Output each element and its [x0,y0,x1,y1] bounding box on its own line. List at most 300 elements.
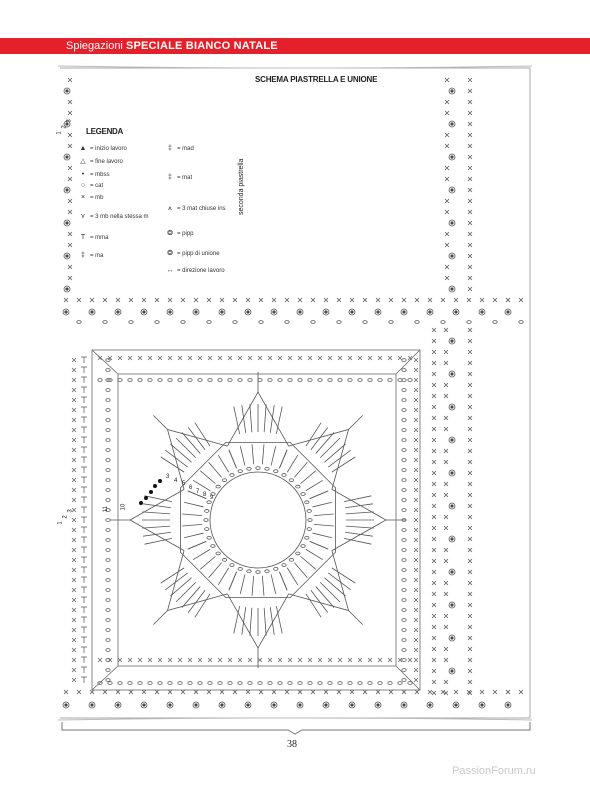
stitch-mark [314,514,334,516]
stitch-mark [72,438,76,442]
stitch-mark [402,609,406,612]
stitch-mark [118,356,122,360]
stitch-mark [338,658,342,662]
stitch-mark [444,548,448,552]
stitch-mark [432,460,436,464]
stitch-mark [77,321,81,324]
stitch-mark [402,529,406,532]
stitch-mark [148,379,152,382]
stitch-mark [432,658,436,662]
stitch-mark [205,510,209,513]
stitch-mark [432,691,436,695]
legend-item: × = mb [76,194,104,201]
stitch-mark [256,571,260,574]
stitch-mark [90,690,94,694]
stitch-mark [296,485,300,488]
stitch-mark [178,658,182,662]
stitch-mark [91,704,93,706]
stitch-mark [358,658,362,662]
stitch-mark [194,298,198,302]
stitch-mark [106,569,110,572]
stitch-mark [81,647,87,653]
stitch-mark [81,477,87,483]
stitch-mark [200,556,215,569]
stitch-mark [432,559,436,563]
stitch-mark [72,638,76,642]
triple-treble-icon: ‡ [168,174,172,181]
stitch-mark [432,504,436,508]
stitch-mark [349,415,363,429]
stitch-mark [258,379,262,382]
stitch-mark [279,450,287,468]
stitch-mark [468,276,472,280]
stitch-mark [311,690,315,694]
stitch-mark [259,690,263,694]
stitch-mark [451,637,453,639]
stitch-mark [444,625,448,629]
stitch-mark [328,379,332,382]
stitch-mark [273,704,275,706]
stitch-mark [351,311,353,313]
stitch-mark [402,589,406,592]
row-number: 3 [66,119,73,123]
direction-arrow-icon: ↔ [166,267,174,274]
stitch-mark [468,89,472,93]
stitch-mark [209,563,222,578]
stitch-mark [66,288,68,290]
stitch-mark [168,356,172,360]
stitch-mark [377,704,379,706]
stitch-mark [468,287,472,291]
stitch-mark [106,679,110,682]
stitch-mark [414,448,418,452]
stitch-mark [445,232,449,236]
stitch-mark [444,416,448,420]
stitch-mark [246,298,250,302]
stitch-mark [128,356,132,360]
stitch-mark [480,298,484,302]
stitch-mark [432,603,436,607]
stitch-mark [208,682,212,685]
stitch-mark [81,547,87,553]
stitch-mark [432,647,436,651]
stitch-mark [444,614,448,618]
page-number: 38 [287,739,297,750]
stitch-mark [81,487,87,493]
stitch-mark [106,489,110,492]
stitch-mark [72,448,76,452]
legend-item: ‡ = ma [76,252,104,259]
stitch-mark [198,658,202,662]
stitch-mark [299,311,301,313]
stitch-mark [310,541,328,549]
stitch-mark [451,604,453,606]
stitch-mark [320,582,340,602]
stitch-mark [432,427,436,431]
stitch-mark [298,379,302,382]
stitch-mark [77,298,81,302]
stitch-mark [81,437,87,443]
stitch-mark [308,682,312,685]
stitch-mark [106,439,110,442]
stitch-mark [493,298,497,302]
stitch-mark [414,458,418,462]
stitch-mark [68,210,72,214]
stitch-mark [66,222,68,224]
stitch-mark [176,438,196,458]
stitch-mark [247,311,249,313]
stitch-mark [493,690,497,694]
stitch-mark [318,379,322,382]
stitch-mark [414,658,418,662]
stitch-mark [218,658,222,662]
stitch-mark [106,629,110,632]
stitch-mark [282,564,286,567]
stitch-mark [432,614,436,618]
stitch-mark [285,321,289,324]
stitch-mark [414,608,418,612]
stitch-mark [481,311,483,313]
stitch-mark [193,549,210,559]
stitch-mark [337,321,341,324]
stitch-mark [432,526,436,530]
stitch-mark [106,609,110,612]
stitch-mark [178,356,182,360]
stitch-mark [402,629,406,632]
stitch-mark [415,321,419,324]
stitch-mark [198,356,202,360]
double-crochet-icon: ‡ [81,252,85,259]
stitch-mark [68,166,72,170]
stitch-mark [468,614,472,618]
stitch-mark [81,507,87,513]
stitch-mark [81,657,87,663]
stitch-mark [81,447,87,453]
stitch-mark [451,472,453,474]
stitch-mark [432,383,436,387]
stitch-mark [106,469,110,472]
stitch-mark [414,398,418,402]
stitch-mark [468,405,472,409]
stitch-mark [117,311,119,313]
stitch-mark [268,356,272,360]
stitch-mark [454,690,458,694]
stitch-mark [262,444,264,464]
stitch-mark [170,444,191,462]
stitch-mark [308,356,312,360]
stitch-mark [247,570,251,573]
stitch-mark [106,619,110,622]
stitch-mark [208,379,212,382]
stitch-mark [414,678,418,682]
stitch-mark [402,679,406,682]
stitch-mark [444,515,448,519]
stitch-mark [81,377,87,383]
stitch-mark [182,524,202,526]
stitch-mark [318,658,322,662]
stitch-mark [402,389,406,392]
stitch-mark [106,419,110,422]
stitch-mark [98,356,102,360]
stitch-mark [106,479,110,482]
row-number: 9 [210,495,214,501]
stitch-mark [468,210,472,214]
stitch-mark [278,682,282,685]
stitch-mark [238,658,242,662]
stitch-mark [338,682,342,685]
stitch-mark [142,526,170,528]
stitch-mark [432,669,436,673]
stitch-mark [428,298,432,302]
stitch-mark [414,528,418,532]
stitch-mark [402,599,406,602]
stitch-mark [414,378,418,382]
stitch-mark [312,502,331,507]
stitch-mark [414,368,418,372]
stitch-mark [306,480,323,490]
stitch-mark [402,409,406,412]
stitch-mark [451,340,453,342]
stitch-mark [72,538,76,542]
stitch-mark [278,356,282,360]
stitch-mark [402,539,406,542]
stitch-mark [468,526,472,530]
stitch-mark [233,321,237,324]
stitch-mark [378,356,382,360]
stitch-mark [363,298,367,302]
stitch-mark [451,123,453,125]
stitch-mark [106,429,110,432]
stitch-mark [481,704,483,706]
stitch-mark [332,568,355,583]
stitch-mark [368,682,372,685]
stitch-mark [259,298,263,302]
stitch-mark [298,690,302,694]
stitch-mark [468,254,472,258]
stitch-mark [468,658,472,662]
stitch-mark [301,493,305,496]
stitch-mark [184,533,203,538]
stitch-mark [158,356,162,360]
stitch-mark [305,501,309,504]
stitch-mark [402,649,406,652]
stitch-mark [451,189,453,191]
stitch-mark [451,406,453,408]
stitch-mark [285,690,289,694]
legend-item: ○ = cat [76,182,103,189]
row-number: 2 [62,515,69,519]
stitch-mark [468,243,472,247]
stitch-mark [271,574,276,593]
stitch-mark [451,373,453,375]
stitch-mark [444,691,448,695]
stitch-mark [389,298,393,302]
stitch-mark [207,690,211,694]
stitch-mark [445,133,449,137]
stitch-mark [233,690,237,694]
stitch-mark [106,669,110,672]
start-triangle-icon: ▲ [79,145,87,152]
stitch-mark [402,429,406,432]
stitch-mark [142,512,170,514]
stitch-mark [468,680,472,684]
stitch-mark [106,499,110,502]
stitch-mark [444,647,448,651]
stitch-mark [72,458,76,462]
stitch-mark [195,423,210,446]
stitch-mark [308,519,312,522]
stitch-mark [181,298,185,302]
stitch-mark [451,538,453,540]
stitch-mark [248,682,252,685]
stitch-mark [218,356,222,360]
stitch-mark [432,515,436,519]
stitch-mark [98,379,102,382]
stitch-mark [468,155,472,159]
stitch-mark [358,379,362,382]
stitch-mark [432,438,436,442]
stitch-mark [432,570,436,574]
stitch-mark [272,690,276,694]
stitch-mark [429,704,431,706]
legend-item: ⋎ = 3 mb nella stessa m [76,212,149,220]
stitch-mark [207,501,211,504]
stitch-mark [468,537,472,541]
stitch-mark [128,658,132,662]
stitch-mark [81,407,87,413]
stitch-mark [188,427,205,449]
stitch-mark [81,467,87,473]
stitch-mark [288,682,292,685]
stitch-mark [506,298,510,302]
stitch-mark [229,572,237,590]
stitch-mark [468,449,472,453]
stitch-mark [65,704,67,706]
stitch-mark [68,111,72,115]
legend-item: ‡ = mat [163,174,192,181]
stitch-mark [444,361,448,365]
stitch-mark [182,586,200,607]
stitch-mark [81,577,87,583]
stitch-mark [116,298,120,302]
stitch-mark [402,559,406,562]
stitch-mark [153,415,167,429]
stitch-mark [155,298,159,302]
stitch-mark [378,658,382,662]
stitch-mark [414,468,418,472]
stitch-mark [72,398,76,402]
stitch-mark [468,100,472,104]
stitch-mark [64,298,68,302]
stitch-mark [308,658,312,662]
header-title: SPECIALE BIANCO NATALE [125,40,278,52]
stitch-mark [444,581,448,585]
stitch-mark [363,690,367,694]
stitch-mark [153,611,167,625]
stitch-mark [432,394,436,398]
stitch-mark [402,499,406,502]
stitch-mark [106,599,110,602]
stitch-mark [248,658,252,662]
stitch-mark [398,682,402,685]
stitch-mark [72,558,76,562]
stitch-mark [81,387,87,393]
stitch-mark [311,590,328,612]
stitch-mark [182,514,202,516]
stitch-mark [402,669,406,672]
stitch-mark [468,504,472,508]
row-number: 4 [174,478,178,484]
stitch-mark [325,704,327,706]
stitch-mark [414,638,418,642]
stitch-mark [468,493,472,497]
legend-item: ⩚ = 3 mat chiuse ins [163,205,226,213]
stitch-mark [294,462,307,477]
stitch-mark [451,222,453,224]
stitch-mark [72,648,76,652]
stitch-mark [414,588,418,592]
stitch-mark [318,356,322,360]
central-motif [110,372,406,668]
stitch-mark [66,255,68,257]
chart-title: SCHEMA PIASTRELLA E UNIONE [255,75,378,84]
stitch-mark [324,578,345,596]
stitch-mark [168,682,172,685]
stitch-mark [90,298,94,302]
stitch-mark [194,690,198,694]
stitch-mark [468,111,472,115]
stitch-mark [310,491,328,499]
stitch-mark [188,590,205,612]
stitch-mark [445,144,449,148]
stitch-mark [204,519,208,522]
stitch-mark [230,474,234,477]
stitch-mark [368,379,372,382]
stitch-mark [351,704,353,706]
stitch-mark [414,538,418,542]
stitch-mark [207,298,211,302]
stitch-mark [451,90,453,92]
stitch-mark [230,564,234,567]
stitch-mark [318,682,322,685]
stitch-mark [129,690,133,694]
stitch-mark [429,311,431,313]
stitch-mark [72,608,76,612]
stitch-mark [468,636,472,640]
stitch-mark [161,568,184,583]
stitch-mark [218,682,222,685]
stitch-mark [432,339,436,343]
stitch-mark [311,298,315,302]
stitch-mark [444,449,448,453]
stitch-mark [207,321,211,324]
stitch-mark [165,573,187,590]
stitch-mark [228,379,232,382]
stitch-mark [129,321,133,324]
stitch-mark [432,581,436,585]
stitch-mark [72,488,76,492]
stitch-mark [468,548,472,552]
stitch-mark [468,482,472,486]
slip-stitch-icon: • [81,171,85,178]
legend-item: ‡ = mad [163,145,194,152]
stitch-mark [117,704,119,706]
legend-item: • = mbss [76,171,110,178]
stitch-mark [468,603,472,607]
three-sc-same-stitch-icon: ⋎ [80,213,86,220]
stitch-mark [324,690,328,694]
stitch-mark [451,255,453,257]
